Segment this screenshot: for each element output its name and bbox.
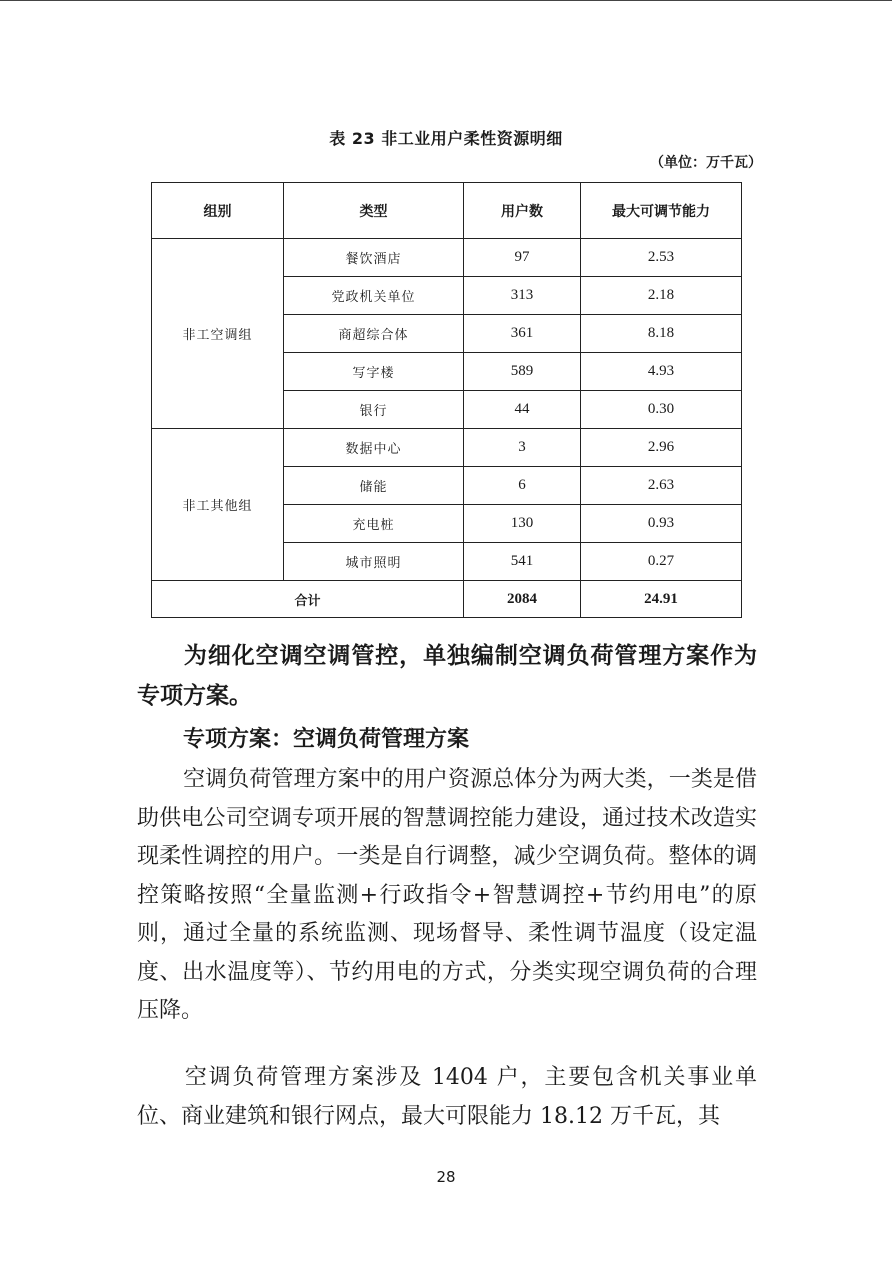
type-cell: 写字楼 [284,353,464,391]
type-cell: 银行 [284,391,464,429]
body-paragraph-text: 空调负荷管理方案中的用户资源总体分为两大类，一类是借助供电公司空调专项开展的智慧调控能力建设，通过技术改造实现柔性调控的用户。一类是自行调整，减少空调负荷。整体的调控策略按照“全量监测+行政指令+智慧调控+节约用电”的原则，通过全量的系统监测、现场督导、柔性调节温度（设定温度、出水温度等）、节约用电的方式，分类实现空调负荷的合理压降。 [137,767,757,1023]
users-cell: 589 [464,353,581,391]
type-cell: 充电桩 [284,505,464,543]
users-cell: 97 [464,239,581,277]
body-paragraph [137,761,757,1031]
capacity-cell: 4.93 [581,353,742,391]
header-group: 组别 [152,183,284,239]
users-cell: 44 [464,391,581,429]
total-label: 合计 [152,581,464,618]
users-cell: 130 [464,505,581,543]
users-cell: 313 [464,277,581,315]
type-cell: 餐饮酒店 [284,239,464,277]
total-capacity: 24.91 [581,581,742,618]
capacity-cell: 2.96 [581,429,742,467]
resource-detail-table [151,182,742,618]
capacity-cell: 2.63 [581,467,742,505]
type-cell: 党政机关单位 [284,277,464,315]
body-paragraph-continued [137,1059,757,1136]
table-total-row [152,581,742,618]
intro-paragraph [137,636,757,716]
users-cell: 361 [464,315,581,353]
users-cell: 6 [464,467,581,505]
capacity-cell: 0.93 [581,505,742,543]
capacity-cell: 2.53 [581,239,742,277]
type-cell: 数据中心 [284,429,464,467]
page-top-border [0,0,892,1]
group-cell: 非工空调组 [152,239,284,429]
type-cell: 城市照明 [284,543,464,581]
table-row [152,239,742,277]
page-number: 28 [436,1168,456,1186]
table-title: 表 23 非工业用户柔性资源明细 [329,129,563,148]
table-row [152,429,742,467]
capacity-cell: 0.27 [581,543,742,581]
type-cell: 商超综合体 [284,315,464,353]
table-unit: （单位：万千瓦） [650,155,762,171]
header-capacity: 最大可调节能力 [581,183,742,239]
capacity-cell: 2.18 [581,277,742,315]
section-heading [137,720,757,759]
capacity-cell: 0.30 [581,391,742,429]
header-users: 用户数 [464,183,581,239]
users-cell: 3 [464,429,581,467]
section-heading-text: 专项方案：空调负荷管理方案 [183,726,470,752]
table-header-row [152,183,742,239]
group-cell: 非工其他组 [152,429,284,581]
total-users: 2084 [464,581,581,618]
body-paragraph-continued-text: 空调负荷管理方案涉及 1404 户，主要包含机关事业单位、商业建筑和银行网点，最大可限能力 18.12 万千瓦，其 [137,1065,757,1129]
header-type: 类型 [284,183,464,239]
intro-text: 为细化空调空调管控，单独编制空调负荷管理方案作为专项方案。 [137,642,757,709]
capacity-cell: 8.18 [581,315,742,353]
users-cell: 541 [464,543,581,581]
type-cell: 储能 [284,467,464,505]
